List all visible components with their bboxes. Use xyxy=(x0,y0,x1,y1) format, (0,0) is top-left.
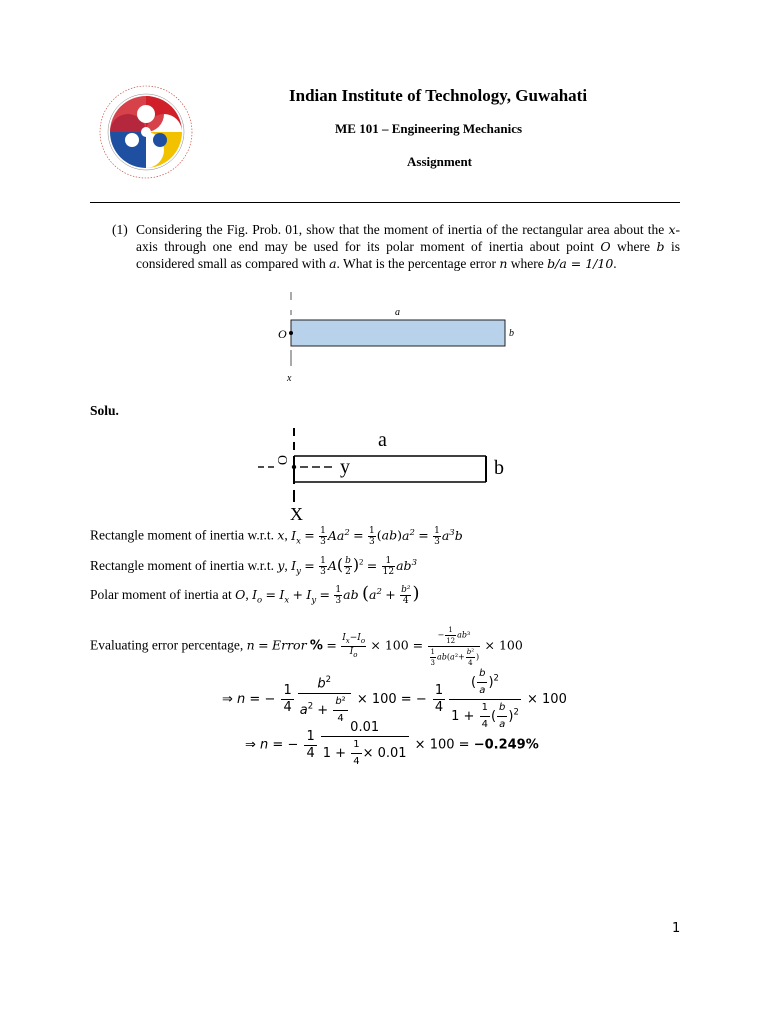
math-var: a xyxy=(329,256,337,271)
iitg-logo xyxy=(92,82,200,182)
math-var: n xyxy=(499,256,508,271)
equation-text: Evaluating error percentage, xyxy=(90,637,247,653)
fig1-label-b: b xyxy=(509,328,514,339)
equation-text: Polar moment of inertia at xyxy=(90,587,236,602)
problem-text: . xyxy=(613,256,617,271)
math-var: b xyxy=(656,239,665,254)
problem-text: is considered small as compared with xyxy=(136,239,680,271)
problem-text: -axis through one end may be used for its polar moment of inertia about point xyxy=(136,222,680,254)
fig1-label-a: a xyxy=(395,307,400,318)
solution-sketch xyxy=(250,422,520,522)
equation-ix: Rectangle moment of inertia w.r.t. x, $I_x$ = $\frac{1}{3}$ Aa$^2$ = $\frac{1}{3}$ $(ab)a^2$ = $\frac{1}{3}$ $a^3b$ xyxy=(90,526,463,547)
sketch-label-o: O xyxy=(274,455,289,466)
problem-body xyxy=(136,221,680,272)
step2-numerator: 0.01 xyxy=(321,720,409,737)
page-number: 1 xyxy=(672,921,681,936)
equation-text: Rectangle moment of inertia w.r.t. xyxy=(90,527,278,543)
problem-text: where xyxy=(610,239,657,254)
sketch-label-x: X xyxy=(290,504,303,522)
math-var: x xyxy=(668,222,676,237)
derivation-step-1: ⇒ n = − $\frac{1}{4}$ $b^2$ $a^2$ + $\frac{\text{b²}}{4}$ × 100 = − $\frac{1}{4}$ ( $\frac{b}{a}$ )$^2$ 1 + $\frac{1}{4}$ ( $\frac{b}{a}$ )$^2$ × 100 xyxy=(222,668,567,730)
problem-text: . What is the percentage error xyxy=(336,256,500,271)
equation-text: Rectangle moment of inertia w.r.t. xyxy=(90,558,278,573)
equation-io: Polar moment of inertia at O, $I_o = I_x + I_y$ = $\frac{1}{3}$ ab ($a^2$ + $\frac{\text{b²}}{4}$ ) xyxy=(90,583,420,607)
sketch-label-y: y xyxy=(340,456,350,478)
math-ratio: b/a = 1/10 xyxy=(547,256,614,271)
course-title: ME 101 – Engineering Mechanics xyxy=(335,121,523,136)
equation-error: Evaluating error percentage, n = Error % = $\frac{I_x-I_o}{I_o}$ × 100 = − $\frac{1}{12}$ ab³ $\frac{1}{3}$ ab(a²+ $\frac{\text{b²}}{4}$ ) × 100 xyxy=(90,626,523,667)
problem-number: (1) xyxy=(112,222,128,237)
fig1-label-x: x xyxy=(287,373,292,384)
final-result: −0.249% xyxy=(473,737,539,753)
document-type: Assignment xyxy=(407,154,473,169)
problem-text: where xyxy=(507,256,548,271)
problem-text: Considering the Fig. Prob. 01, show that the moment of inertia of the rectangular area about the xyxy=(136,222,669,237)
header-divider xyxy=(90,202,680,203)
fig1-label-o: O xyxy=(278,327,287,341)
problem-statement xyxy=(112,221,680,272)
sketch-label-b: b xyxy=(494,457,504,479)
sketch-label-a: a xyxy=(378,429,387,451)
institution-title: Indian Institute of Technology, Guwahati xyxy=(289,86,588,105)
equation-iy: Rectangle moment of inertia w.r.t. y, $I_y$ = $\frac{1}{3}$ A( $\frac{b}{2}$ )$^2$ = $\frac{1}{12}$ $ab^3$ xyxy=(90,555,417,578)
solution-heading: Solu. xyxy=(90,403,119,418)
figure-rectangle xyxy=(270,288,530,388)
math-var: O xyxy=(600,239,611,254)
derivation-step-2: ⇒ n = − $\frac{1}{4}$ 0.01 1 + $\frac{1}{4}$ × 0.01 × 100 = −0.249% xyxy=(245,720,539,767)
